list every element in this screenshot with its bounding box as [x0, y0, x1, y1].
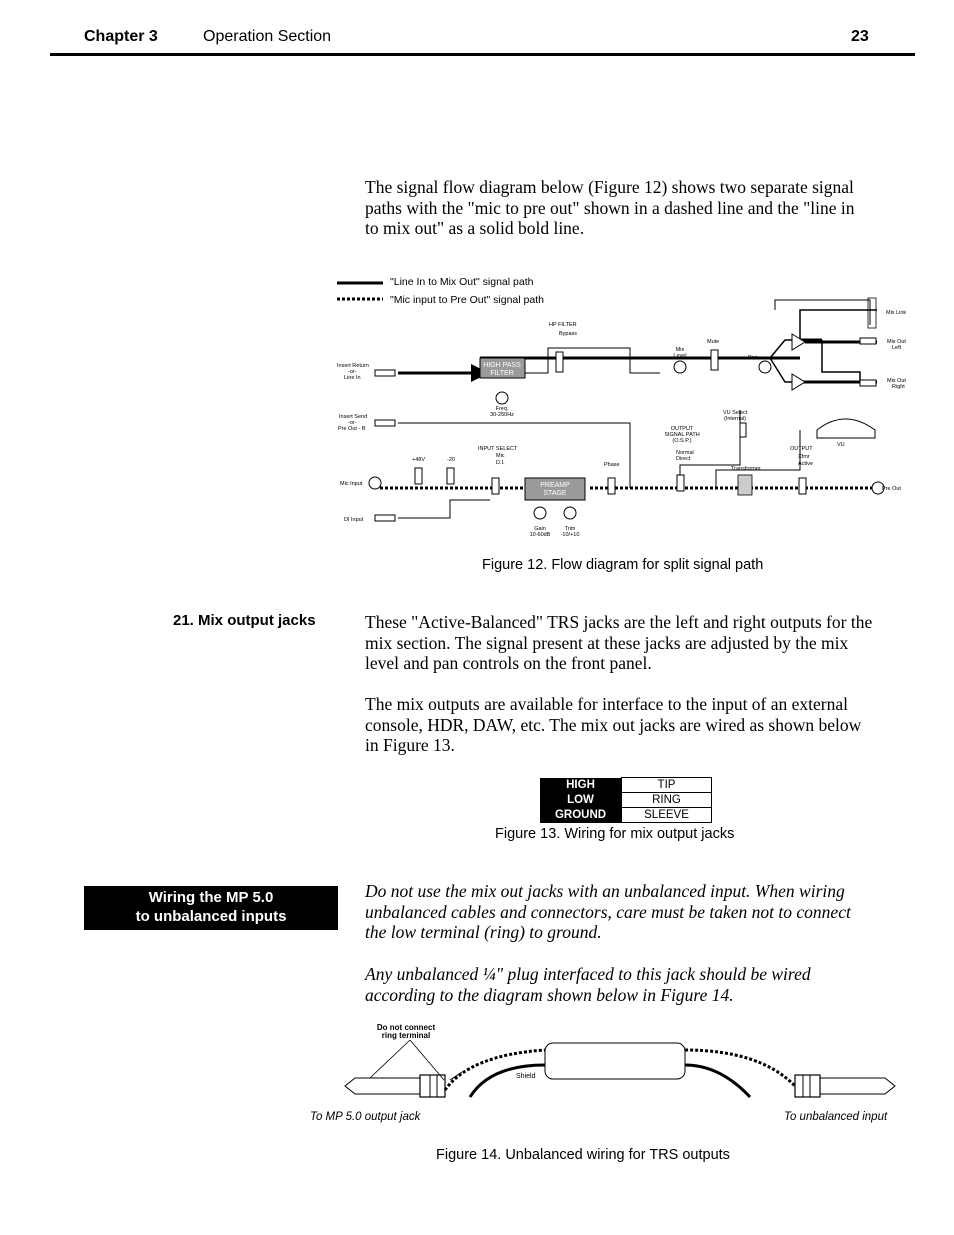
- label-mix-link: Mix Link: [886, 310, 907, 316]
- label-line-in: Line In: [344, 375, 361, 381]
- header-rule: [50, 53, 915, 56]
- callout-line-2: to unbalanced inputs: [135, 908, 287, 925]
- table-row: [540, 808, 712, 823]
- section-heading: 21. Mix output jacks: [173, 612, 316, 629]
- label-freq: Freq.: [495, 406, 509, 412]
- label-active: Active: [798, 461, 813, 467]
- pan-knob-icon: [759, 361, 771, 373]
- figure12-caption: Figure 12. Flow diagram for split signal path: [482, 557, 764, 573]
- label-vu-select-2: (Internal): [724, 416, 747, 422]
- wiring-label: LOW: [540, 793, 622, 808]
- figure13-caption: Figure 13. Wiring for mix output jacks: [495, 826, 735, 842]
- right-plug-icon: [820, 1078, 895, 1094]
- label-mic: Mic: [496, 453, 505, 459]
- gain-knob-icon: [534, 507, 546, 519]
- legend-solid-label: "Line In to Mix Out" signal path: [390, 276, 534, 288]
- di-input-jack-icon: [375, 515, 395, 521]
- hpf-label-1: HIGH PASS: [483, 362, 521, 369]
- label-output: OUTPUT: [790, 446, 813, 452]
- figure14-caption: Figure 14. Unbalanced wiring for TRS outputs: [436, 1147, 730, 1163]
- wiring-value: RING: [622, 793, 712, 808]
- note-line-2: ring terminal: [381, 1031, 431, 1040]
- label-gain-range: 10-60dB: [529, 532, 551, 538]
- section-paragraph-1: These "Active-Balanced" TRS jacks are the left and right outputs for the mix section. The signal present at these jacks are adjusted by the mix level and pan controls on the front panel.: [365, 612, 873, 674]
- table-row: [540, 778, 712, 793]
- shield-label: Shield: [516, 1073, 536, 1080]
- label-pre-out-b: Pre Out - B: [338, 426, 366, 432]
- label-mix-out-left-2: Left: [892, 345, 902, 351]
- label-phase: Phase: [604, 462, 620, 468]
- label-hp-filter: HP FILTER: [549, 322, 577, 328]
- transformer-icon: [738, 475, 752, 495]
- preamp-label-2: STAGE: [543, 490, 567, 497]
- note-line-1: Do not connect: [376, 1023, 436, 1032]
- section-paragraph-2: The mix outputs are available for interface to the input of an external console, HDR, DAW, etc. The mix out jacks are wired as shown below in Figure 13.: [365, 694, 862, 756]
- warning-paragraph-1: Do not use the mix out jacks with an unbalanced input. When wiring unbalanced cables and connectors, care must be taken not to connect the low terminal (ring) to ground.: [365, 881, 851, 943]
- cable-jacket: [545, 1043, 685, 1079]
- mix-out-right-jack-icon: [860, 380, 876, 386]
- page-number: 23: [851, 28, 869, 45]
- wiring-table: [540, 777, 712, 823]
- label-gain: Gain: [534, 526, 546, 532]
- insert-send-jack-icon: [375, 420, 395, 426]
- label-insert-send: Insert Send: [339, 414, 368, 420]
- label-mix-out-right-1: Mix Out: [887, 378, 906, 384]
- wiring-label: GROUND: [540, 808, 622, 823]
- label-or-2: -or-: [348, 420, 357, 426]
- label-mic-input: Mic Input: [340, 481, 363, 487]
- label-di: D.I.: [496, 460, 505, 466]
- trim-knob-icon: [564, 507, 576, 519]
- label-direct: Direct: [676, 456, 691, 462]
- label-pan: Pan: [748, 355, 758, 361]
- mix-level-knob-icon: [674, 361, 686, 373]
- label-bypass: Bypass: [559, 331, 578, 337]
- label-insert-return: Insert Return: [337, 363, 369, 369]
- callout-line-1: Wiring the MP 5.0: [148, 889, 274, 906]
- mix-out-left-jack-icon: [860, 338, 876, 344]
- wiring-value: TIP: [622, 778, 712, 793]
- label-input-select: INPUT SELECT: [478, 446, 518, 452]
- legend-dashed-label: "Mic input to Pre Out" signal path: [390, 294, 544, 306]
- label-mix-level-2: Level: [673, 353, 687, 359]
- label-freq-range: 30-250Hz: [490, 412, 514, 418]
- label-osp-3: (O.S.P.): [672, 438, 692, 444]
- label-vu: VU: [837, 442, 845, 448]
- label-or-1: -or-: [348, 369, 357, 375]
- wiring-label: HIGH: [540, 778, 622, 793]
- right-plug-label: To unbalanced input: [784, 1111, 888, 1123]
- label-trim: Trim: [564, 526, 576, 532]
- label-osp-2: SIGNAL PATH: [664, 432, 700, 438]
- label-trim-range: -10/+10: [560, 532, 580, 538]
- left-plug-label: To MP 5.0 output jack: [310, 1111, 421, 1123]
- hpf-label-2: FILTER: [490, 370, 514, 377]
- freq-knob-icon: [496, 392, 508, 404]
- label-transformer: Transformer: [731, 466, 761, 472]
- label-mute: Mute: [707, 339, 720, 345]
- wiring-value: SLEEVE: [622, 808, 712, 823]
- label-osp-1: OUTPUT: [670, 426, 694, 432]
- label-di-input: DI Input: [344, 517, 364, 523]
- label-normal: Normal: [676, 450, 694, 456]
- section-title: Operation Section: [203, 28, 332, 45]
- mic-input-xlr-icon: [369, 477, 381, 489]
- chapter-label: Chapter 3: [84, 28, 158, 45]
- label-mix-out-right-2: Right: [892, 384, 905, 390]
- warning-paragraph-2: Any unbalanced ¼" plug interfaced to this jack should be wired according to the diagram shown below in Figure 14.: [365, 964, 811, 1005]
- table-row: [540, 793, 712, 808]
- left-plug-icon: [345, 1078, 420, 1094]
- vu-meter-icon: [817, 419, 875, 438]
- label-mix-level-1: Mix: [675, 347, 685, 353]
- label-pre-out: Pre Out: [882, 486, 901, 492]
- label-minus-20: -20: [447, 457, 455, 463]
- insert-return-jack-icon: [375, 370, 395, 376]
- label-mix-out-left-1: Mix Out: [887, 339, 906, 345]
- unbalanced-wiring-diagram: [340, 1020, 900, 1100]
- signal-flow-diagram: [330, 270, 910, 550]
- intro-paragraph: The signal flow diagram below (Figure 12) shows two separate signal paths with the "mic to pre out" shown in a dashed line and the "line in to mix out" as a solid bold line.: [365, 177, 855, 239]
- label-xfmr: Xfmr: [798, 454, 810, 460]
- label-48v: +48V: [412, 457, 425, 463]
- label-vu-select-1: VU Select: [723, 410, 748, 416]
- callout-box: [84, 886, 338, 930]
- preamp-label-1: PREAMP: [540, 482, 570, 489]
